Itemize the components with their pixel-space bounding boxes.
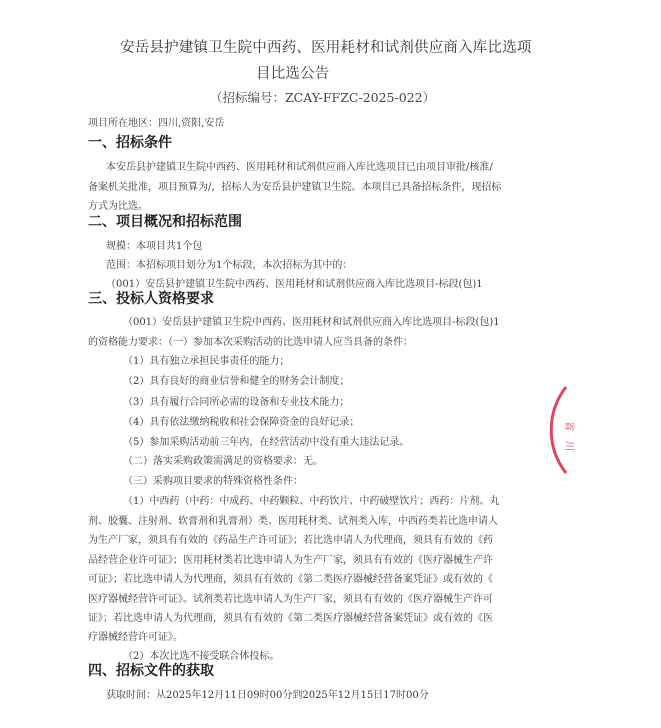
section-2-line: （001）安岳县护建镇卫生院中西药、医用耗材和试剂供应商入库比选项目-标段(包)1 — [106, 279, 483, 290]
svg-text:川: 川 — [563, 441, 574, 451]
section-3-line: 为生产厂家，须具有有效的《药品生产许可证》；若比选申请人为代理商，须具有有效的《药 — [88, 535, 493, 546]
section-heading-4: 四、招标文件的获取 — [88, 663, 214, 679]
section-3-line: 品经营企业许可证》；医用耗材类若比选申请人为生产厂家，须具有有效的《医疗器械生产许 — [88, 555, 493, 566]
section-3-line: 证》；若比选申请人为代理商，须具有有效的《第二类医疗器械经营备案凭证》或有效的《医 — [88, 613, 493, 624]
section-1-line: 备案机关批准，项目预算为/，招标人为安岳县护建镇卫生院。本项目已具备招标条件，现招标 — [88, 182, 502, 193]
section-3-line: 可证》；若比选申请人为代理商，须具有有效的《第二类医疗器械经营备案凭证》或有效的《 — [88, 574, 493, 585]
section-heading-3: 三、投标人资格要求 — [88, 291, 214, 307]
section-1-line: 方式为比选。 — [88, 201, 148, 212]
section-3-line: 疗器械经营许可证》。 — [88, 632, 183, 643]
document-title-line1: 安岳县护建镇卫生院中西药、医用耗材和试剂供应商入库比选项 — [120, 40, 532, 56]
section-3-line: （1）中西药（中药：中成药、中药颗粒、中药饮片、中药破壁饮片；西药：片剂、丸 — [123, 496, 500, 507]
section-3-line: （3）具有履行合同所必需的设备和专业技术能力； — [123, 397, 350, 408]
section-3-line: （2）本次比选不接受联合体投标。 — [123, 651, 280, 662]
section-heading-1: 一、招标条件 — [88, 135, 172, 151]
section-3-line: （2）具有良好的商业信誉和健全的财务会计制度； — [123, 376, 350, 387]
section-3-line: （二）落实采购政策需满足的资格要求：无。 — [123, 456, 323, 467]
section-4-line: 获取时间：从2025年12月11日09时00分到2025年12月15日17时00分 — [106, 690, 429, 701]
document-title-line2: 目比选公告 — [256, 66, 330, 82]
section-3-line: 剂、胶囊、注射剂、软膏剂和乳膏剂）类、医用耗材类、试剂类入库，中西药类若比选申请人 — [88, 516, 498, 527]
section-3-line: （4）具有依法缴纳税收和社会保障资金的良好记录； — [123, 417, 360, 428]
seal-icon — [548, 385, 588, 475]
section-2-line: 规模：本项目共1个包 — [106, 241, 203, 252]
section-1-line: 本安岳县护建镇卫生院中西药、医用耗材和试剂供应商入库比选项目已由项目审批/核准/ — [106, 162, 493, 173]
section-3-line: （1）具有独立承担民事责任的能力； — [123, 356, 290, 367]
section-3-line: 医疗器械经营许可证》。试剂类若比选申请人为生产厂家，须具有有效的《医疗器械生产许可 — [88, 594, 493, 605]
section-heading-2: 二、项目概况和招标范围 — [88, 214, 242, 230]
section-3-line: （三）采购项目要求的特殊资格性条件： — [123, 476, 303, 487]
section-3-line: （5）参加采购活动前三年内，在经营活动中没有重大违法记录。 — [123, 437, 410, 448]
official-seal — [548, 385, 588, 475]
section-2-line: 范围：本招标项目划分为1个标段，本次招标为其中的： — [106, 260, 353, 271]
svg-text:省: 省 — [563, 421, 574, 431]
section-3-line: 的资格能力要求：（一）参加本次采购活动的比选申请人应当具备的条件： — [88, 337, 413, 348]
bid-code: （招标编号：ZCAY-FFZC-2025-022） — [210, 90, 436, 105]
project-location: 项目所在地区：四川,资阳,安岳 — [88, 118, 225, 129]
section-3-line: （001）安岳县护建镇卫生院中西药、医用耗材和试剂供应商入库比选项目-标段(包)1 — [123, 317, 500, 328]
